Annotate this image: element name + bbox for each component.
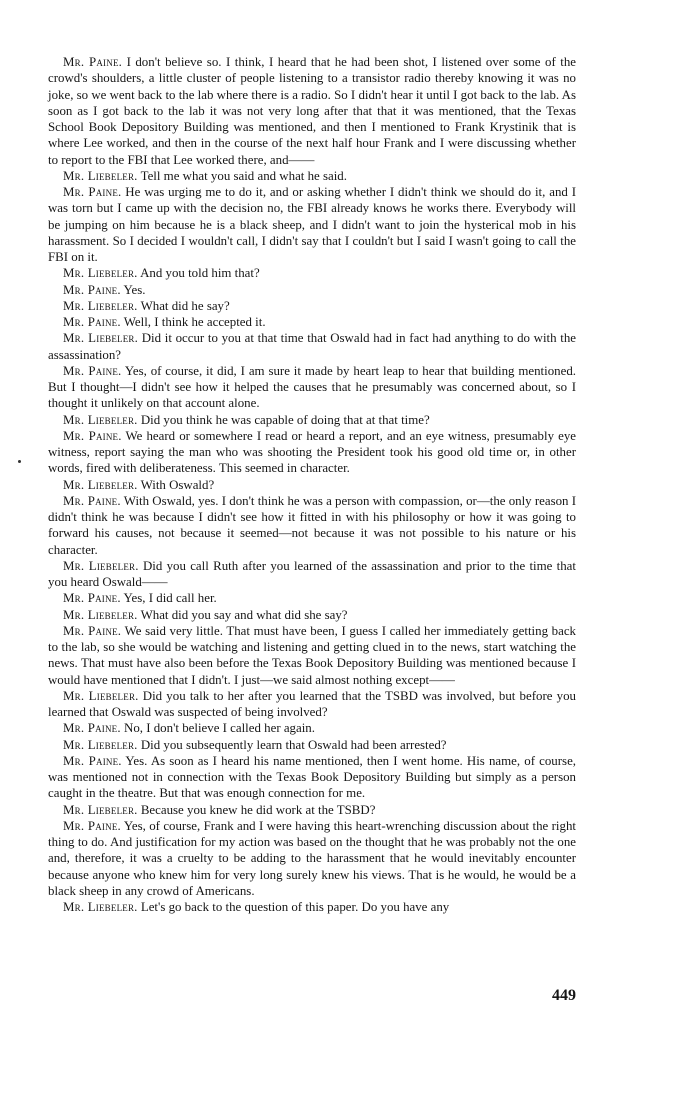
margin-mark <box>18 460 21 463</box>
testimony-paragraph <box>48 298 576 314</box>
testimony-text-line: What did you say and what did she say? <box>137 607 348 622</box>
testimony-paragraph <box>48 168 576 184</box>
testimony-paragraph <box>48 688 576 721</box>
speaker-name: Mr. Liebeler. <box>63 607 138 622</box>
testimony-text <box>48 54 576 915</box>
testimony-paragraph <box>48 265 576 281</box>
speaker-name: Mr. Liebeler. <box>63 688 139 703</box>
testimony-paragraph <box>48 428 576 477</box>
speaker-name: Mr. Liebeler. <box>63 331 139 346</box>
speaker-name: Mr. Paine. <box>63 315 121 329</box>
speaker-name: Mr. Paine. <box>63 818 121 833</box>
speaker-name: Mr. Liebeler. <box>63 477 138 492</box>
testimony-paragraph <box>48 899 576 915</box>
speaker-name: Mr. Liebeler. <box>63 558 139 573</box>
speaker-name: Mr. Paine. <box>63 428 122 443</box>
testimony-paragraph <box>48 737 576 753</box>
testimony-text-line: Because you knew he did work at the TSBD? <box>137 802 376 817</box>
speaker-name: Mr. Paine. <box>63 591 121 606</box>
testimony-paragraph <box>48 590 576 606</box>
testimony-text-line: Did you subsequently learn that Oswald had been arrested? <box>137 737 447 752</box>
testimony-text-line: Yes, of course, it did, I am sure it made by heart leap to hear that building mentioned. But I thought—I didn't see how it helped the causes that he presumably was concerned about, so I thought it unlikely on that account alone. <box>48 363 576 411</box>
testimony-paragraph <box>48 412 576 428</box>
testimony-text-line: Yes. <box>120 282 146 297</box>
testimony-text-line: We heard or somewhere I read or heard a report, and an eye witness, presumably eye witness, report saying the man who was shooting the President took his good old time or, in other words, fired with deliberateness. This seemed in character. <box>48 428 577 476</box>
speaker-name: Mr. Liebeler. <box>63 737 138 752</box>
testimony-text-line: Well, I think he accepted it. <box>120 315 266 329</box>
testimony-text-line: We said very little. That must have been, I guess I called her immediately getting back to the lab, so she would be watching and listening and getting clued in to the news, start watching the news. That must have also been before the Texas Book Depository Building was mentioned because I would have mentioned that I didn't. I just—we said almost nothing except—— <box>48 623 576 687</box>
testimony-paragraph <box>48 558 576 591</box>
testimony-text-line: Tell me what you said and what he said. <box>137 168 347 183</box>
testimony-paragraph <box>48 477 576 493</box>
speaker-name: Mr. Liebeler. <box>63 168 138 183</box>
testimony-paragraph <box>48 802 576 818</box>
testimony-paragraph <box>48 330 576 363</box>
testimony-text-line: With Oswald? <box>137 477 215 492</box>
testimony-paragraph <box>48 493 576 558</box>
testimony-text-line: He was urging me to do it, and or asking whether I didn't think we should do it, and I was torn but I came up with the decision no, the FBI already knows he works there. Everybody will be jumping on him because he is a black sheep, and I didn't want to join the hysterical mob in his harassment. So I decided I wouldn't call, I didn't say that I couldn't but I said I wasn't going to call the FBI on it. <box>48 185 576 264</box>
speaker-name: Mr. Paine. <box>63 753 122 768</box>
testimony-paragraph <box>48 818 576 899</box>
page-number: 449 <box>552 987 576 1004</box>
speaker-name: Mr. Paine. <box>63 282 121 297</box>
testimony-text-line: I don't believe so. I think, I heard that he had been shot, I listened over some of the crowd's shoulders, a little cluster of people listening to a transistor radio thereby knowing it was no joke, so we went back to the lab where there is a radio. So I didn't hear it until I got back to the lab. As soon as I got back to the lab it was not very long after that that it was mentioned, that the Texas School Book Depository Building was mentioned, and then I mentioned to Frank Krystinik that is where Lee worked, and then in the course of the next half hour Frank and I were discussing whether to report to the FBI that Lee worked there, and—— <box>48 55 576 167</box>
speaker-name: Mr. Paine. <box>63 623 122 638</box>
testimony-paragraph <box>48 314 576 330</box>
testimony-paragraph <box>48 607 576 623</box>
testimony-paragraph <box>48 363 576 412</box>
testimony-text-line: Did it occur to you at that time that Oswald had in fact had anything to do with the assassination? <box>48 331 576 362</box>
speaker-name: Mr. Paine. <box>63 55 123 69</box>
testimony-text-line: With Oswald, yes. I don't think he was a person with compassion, or—the only reason I didn't think he was because I didn't see how it fitted in with his philosophy or how it was going to forward his causes, not because it seemed—not because it was not possible to his nature or his character. <box>48 493 577 557</box>
testimony-text-line: Did you talk to her after you learned that the TSBD was involved, but before you learned that Oswald was suspected of being involved? <box>48 688 576 719</box>
speaker-name: Mr. Liebeler. <box>63 412 138 427</box>
speaker-name: Mr. Liebeler. <box>63 298 138 313</box>
speaker-name: Mr. Paine. <box>63 721 121 736</box>
speaker-name: Mr. Liebeler. <box>63 900 138 914</box>
speaker-name: Mr. Liebeler. <box>63 266 138 281</box>
speaker-name: Mr. Liebeler. <box>63 802 138 817</box>
testimony-text-line: Yes, of course, Frank and I were having this heart-wrenching discussion about the right thing to do. And justification for my action was based on the thought that he was probably not the one and, therefore, it was a cruelty to be adding to the harassment that he would inevitably encounter because anyone who knew him for very long surely knew his views. That is he would, he would be a black sheep in any crowd of Americans. <box>48 818 576 898</box>
speaker-name: Mr. Paine. <box>63 493 121 508</box>
speaker-name: Mr. Paine. <box>63 185 122 199</box>
testimony-text-line: Yes. As soon as I heard his name mentioned, then I went home. His name, of course, was mentioned not in connection with the Texas Book Depository Building but simply as a person caught in the theatre. But that was enough connection for me. <box>48 753 577 801</box>
testimony-paragraph <box>48 623 576 688</box>
testimony-paragraph <box>48 54 576 168</box>
testimony-paragraph <box>48 282 576 298</box>
testimony-paragraph <box>48 184 576 265</box>
testimony-text-line: Did you call Ruth after you learned of the assassination and prior to the time that you heard Oswald—— <box>48 558 576 589</box>
testimony-text-line: Did you think he was capable of doing that at that time? <box>137 412 430 427</box>
testimony-text-line: Let's go back to the question of this paper. Do you have any <box>137 900 450 914</box>
speaker-name: Mr. Paine. <box>63 363 122 378</box>
testimony-text-line: Yes, I did call her. <box>120 591 217 606</box>
testimony-paragraph <box>48 753 576 802</box>
testimony-text-line: What did he say? <box>137 298 230 313</box>
testimony-paragraph <box>48 720 576 736</box>
testimony-text-line: And you told him that? <box>137 266 260 281</box>
testimony-text-line: No, I don't believe I called her again. <box>120 721 315 736</box>
